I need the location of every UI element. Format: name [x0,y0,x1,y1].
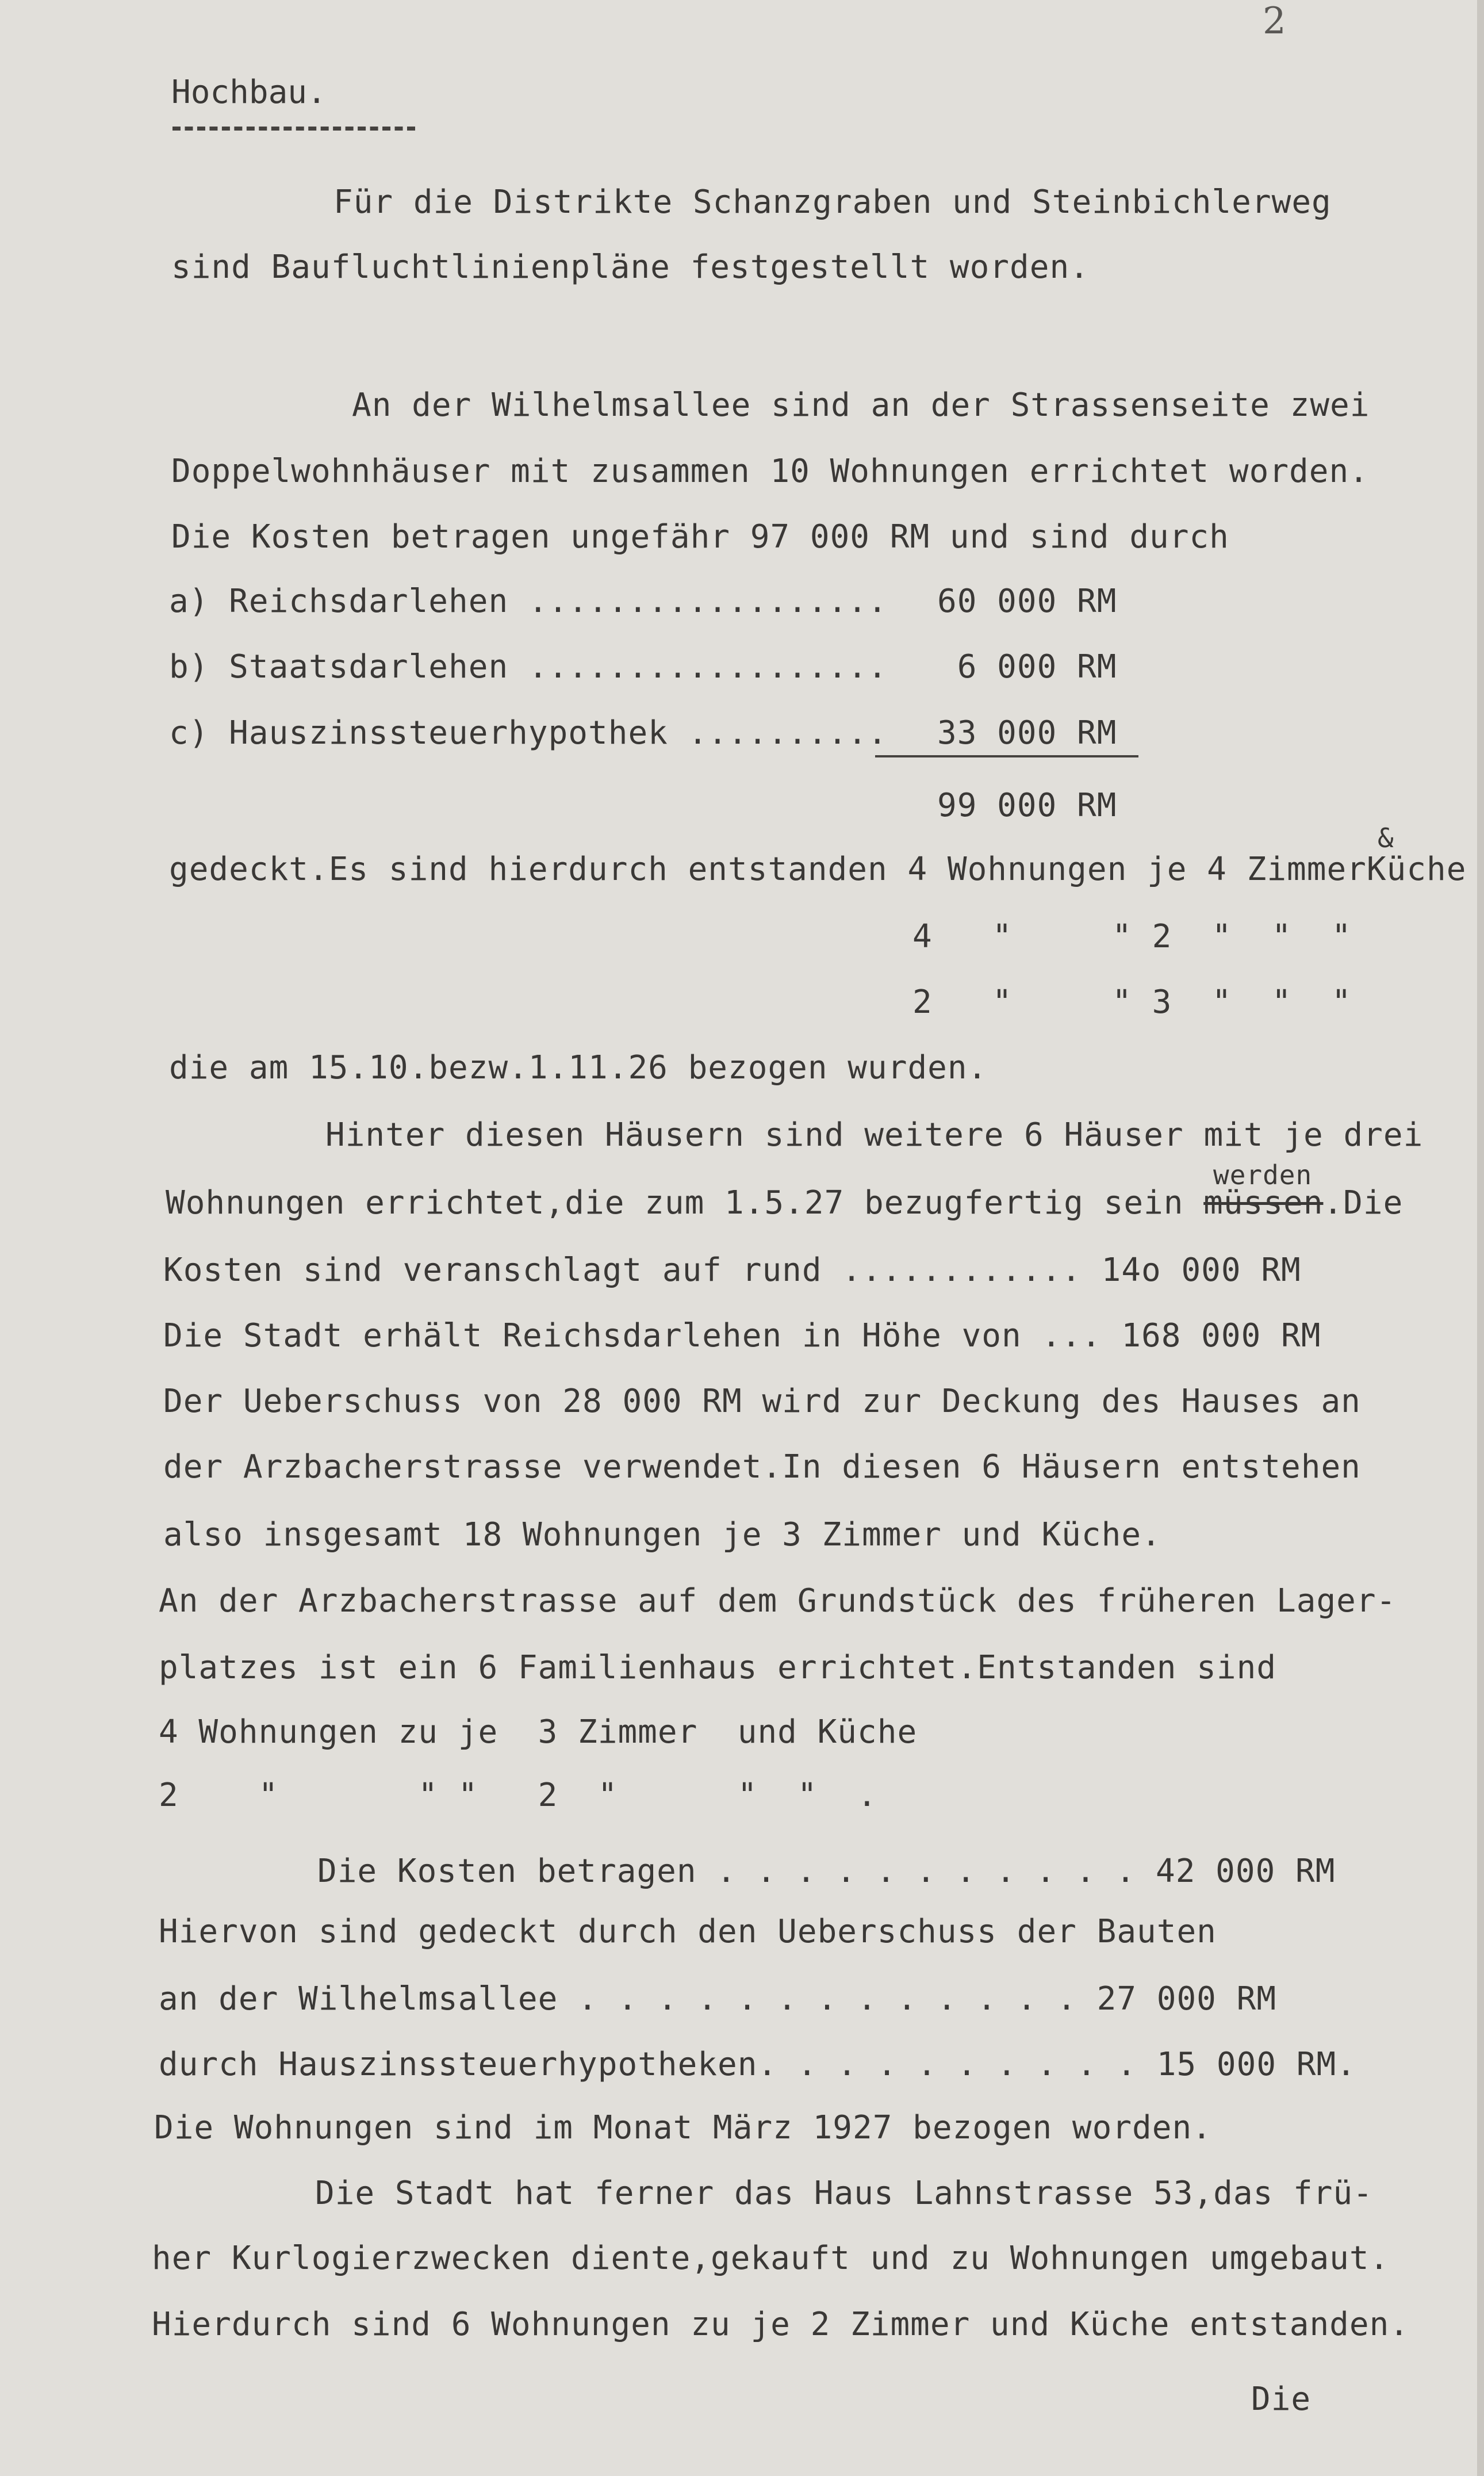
text-line: Für die Distrikte Schanzgraben und Steinbichlerweg [333,183,1332,221]
text-line: Der Ueberschuss von 28 000 RM wird zur Deckung des Hauses an [163,1383,1361,1420]
page-edge [1477,0,1484,2476]
sum-underline [875,755,1138,757]
text-line: der Arzbacherstrasse verwendet.In diesen 6 Häusern entstehen [163,1448,1361,1486]
inserted-ampersand: & [1378,822,1394,854]
text-line: her Kurlogierzwecken diente,gekauft und zu Wohnungen umgebaut. [152,2240,1390,2277]
cost-item-amount: 6 000 RM [937,648,1117,686]
cost-item-label: b) Staatsdarlehen .................. [169,648,888,686]
title-underline [172,127,415,131]
text-line: also insgesamt 18 Wohnungen je 3 Zimmer und Küche. [163,1516,1161,1553]
cost-total: 99 000 RM [937,787,1117,824]
dwelling-row: 4 " " 2 " " " [912,918,1352,955]
text-line: Die Wohnungen sind im Monat März 1927 bezogen worden. [154,2109,1212,2146]
text-line: Hinter diesen Häusern sind weitere 6 Häuser mit je drei [325,1116,1424,1154]
text-line: durch Hauszinssteuerhypotheken. . . . . . . . . . 15 000 RM. [159,2046,1356,2083]
cost-item-label: c) Hauszinssteuerhypothek .......... [169,714,888,752]
text-line: Wohnungen errichtet,die zum 1.5.27 bezugfertig sein müssen.Die [166,1184,1404,1222]
cost-item-amount: 33 000 RM [937,714,1117,752]
text-line: 4 Wohnungen zu je 3 Zimmer und Küche [159,1713,918,1751]
inserted-word: werden [1213,1159,1313,1191]
dwelling-row: 2 " " 3 " " " [912,983,1352,1021]
text-line: Die Kosten betragen . . . . . . . . . . . 42 000 RM [317,1853,1336,1890]
text-line: sind Baufluchtlinienpläne festgestellt worden. [171,248,1090,286]
cost-item-amount: 60 000 RM [937,583,1117,620]
text-line: Kosten sind veranschlagt auf rund ............ 14o 000 RM [163,1252,1301,1289]
text-line: Hiervon sind gedeckt durch den Ueberschuss der Bauten [159,1913,1217,1950]
text-line: platzes ist ein 6 Familienhaus errichtet.Entstanden sind [159,1649,1277,1686]
text-line: Doppelwohnhäuser mit zusammen 10 Wohnungen errichtet worden. [171,453,1369,490]
text-line: Die Kosten betragen ungefähr 97 000 RM und sind durch [171,518,1229,556]
text-line: gedeckt.Es sind hierdurch entstanden 4 Wohnungen je 4 ZimmerKüche [169,851,1467,888]
page-number-mark: 2 [1263,0,1286,43]
text-line: An der Wilhelmsallee sind an der Strassenseite zwei [352,386,1370,424]
text-line: die am 15.10.bezw.1.11.26 bezogen wurden. [169,1049,988,1086]
text-line: Hierdurch sind 6 Wohnungen zu je 2 Zimmer und Küche entstanden. [152,2306,1410,2343]
text-line: An der Arzbacherstrasse auf dem Grundstück des früheren Lager- [159,1582,1397,1620]
text-line: 2 " " " 2 " " " . [159,1777,877,1814]
cost-item-label: a) Reichsdarlehen .................. [169,583,888,620]
catchword: Die [1251,2381,1312,2418]
text-line: Die Stadt hat ferner das Haus Lahnstrasse 53,das frü- [315,2175,1373,2212]
text-line: Die Stadt erhält Reichsdarlehen in Höhe von ... 168 000 RM [163,1317,1321,1354]
text-line: an der Wilhelmsallee . . . . . . . . . . . . . 27 000 RM [159,1980,1277,2018]
section-title: Hochbau. [171,74,327,111]
